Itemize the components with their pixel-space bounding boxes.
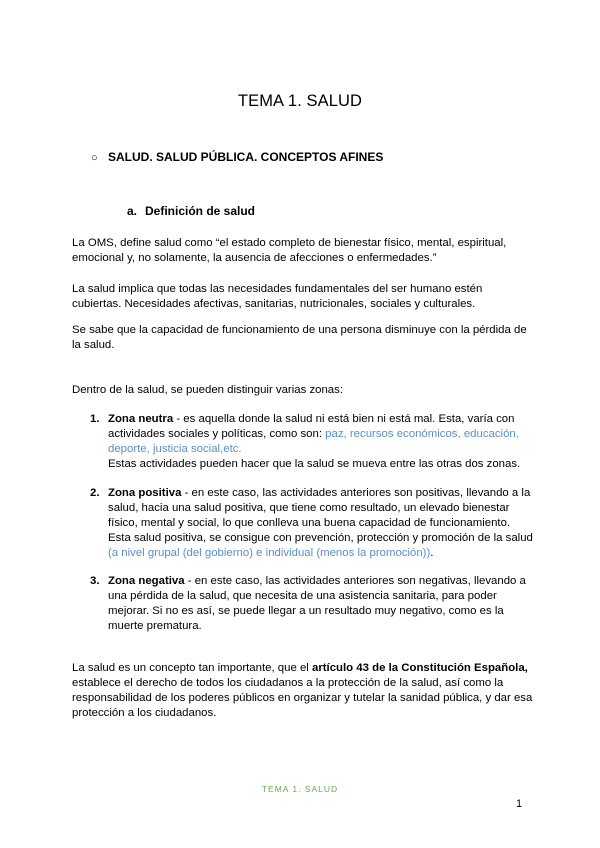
paragraph-capacity: Se sabe que la capacidad de funcionamiento de una persona disminuye con la pérdida de la salud. [72, 324, 527, 351]
paragraph-constitution [72, 661, 534, 721]
zone-text: - es aquella donde la salud ni está bien ni está mal. Esta, varía con actividades sociales y políticas, como son: [108, 413, 515, 440]
list-number: 1. [90, 413, 100, 425]
closing-bold: artículo 43 de la Constitución Española, [312, 662, 528, 674]
page-footer: TEMA 1. SALUD [261, 784, 339, 794]
circle-bullet-icon: ○ [91, 152, 98, 164]
list-number: 3. [90, 575, 100, 587]
zone-label: Zona positiva [108, 487, 182, 499]
zone-end: . [430, 547, 434, 559]
list-item-zona-neutra [90, 412, 536, 472]
closing-before: La salud es un concepto tan importante, que el [72, 662, 312, 674]
paragraph-zones-intro: Dentro de la salud, se pueden distinguir varias zonas: [72, 384, 344, 396]
paragraph-oms-definition: La OMS, define salud como “el estado completo de bienestar físico, mental, espiritual, emocional y, no solamente, la ausencia de afecciones o enfermedades.” [72, 237, 507, 264]
subsection-heading-text: Definición de salud [145, 204, 256, 218]
closing-after: establece el derecho de todos los ciudadanos a la protección de la salud, así como la responsabilidad de los poderes públicos en organizar y tutelar la sanidad pública, y dar esa protección a los ciudadanos. [72, 677, 533, 719]
page-number: 1 [516, 798, 523, 810]
list-item-zona-positiva [90, 486, 536, 561]
subsection-marker: a. [127, 204, 138, 218]
subsection-heading [127, 204, 255, 218]
zone-highlight: paz, recursos económicos, educación, deporte, justicia social,etc. [108, 428, 519, 455]
zone-label: Zona neutra [108, 413, 174, 425]
paragraph-needs: La salud implica que todas las necesidades fundamentales del ser humano estén cubiertas. Necesidades afectivas, sanitarias, nutricionales, sociales y culturales. [72, 283, 483, 310]
list-item-zona-negativa [90, 574, 536, 634]
list-number: 2. [90, 487, 100, 499]
zone-label: Zona negativa [108, 575, 185, 587]
zone-extra: Estas actividades pueden hacer que la salud se mueva entre las otras dos zonas. [108, 458, 521, 470]
zone-highlight: (a nivel grupal (del gobierno) e individual (menos la promoción)) [108, 547, 431, 559]
section-heading-text: SALUD. SALUD PÚBLICA. CONCEPTOS AFINES [108, 150, 384, 164]
zone-text: - en este caso, las actividades anteriores son positivas, llevando a la salud, hacia una salud positiva, que tiene como resultado, un elevado bienestar físico, mental y social, lo que conlleva una buena capacidad de funcionamiento. Esta salud positiva, se consigue con prevención, protección y promoción de la salud [108, 487, 533, 544]
section-heading [91, 150, 383, 164]
zone-text: - en este caso, las actividades anteriores son negativas, llevando a una pérdida de la salud, que necesita de una asistencia sanitaria, para poder mejorar. Si no es así, se puede llegar a un resultado muy negativo, como es la muerte prematura. [108, 575, 526, 632]
page-title: TEMA 1. SALUD [237, 92, 363, 110]
